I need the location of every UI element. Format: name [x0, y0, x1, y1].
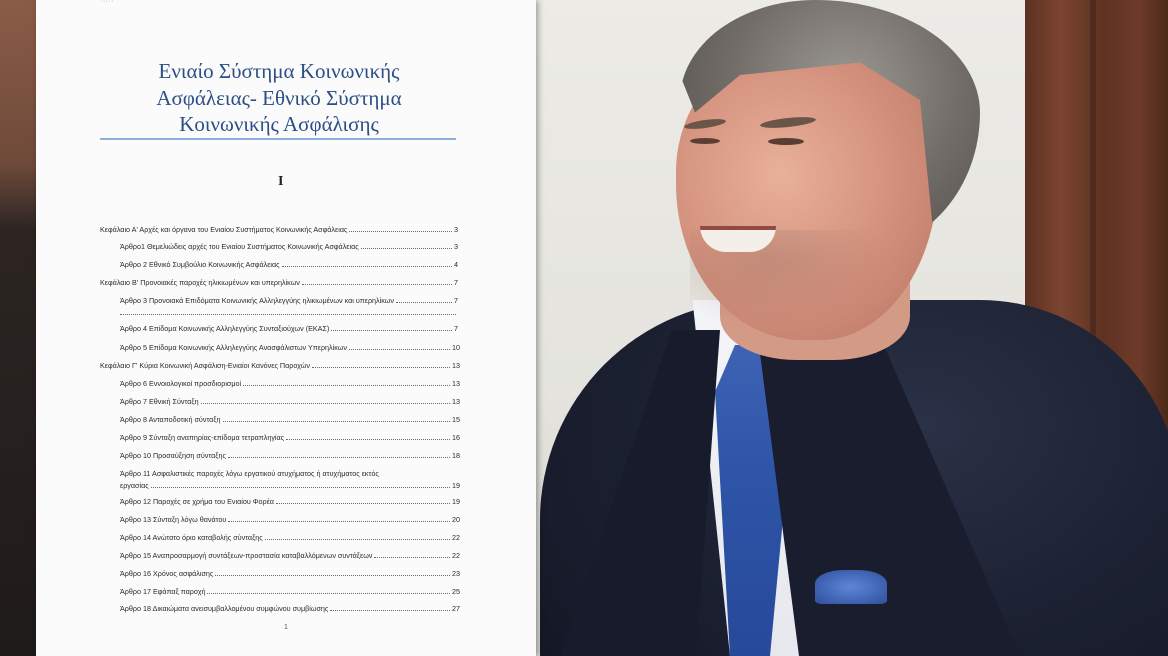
toc-entry-label: εργασίας [120, 481, 149, 490]
title-line: Κοινωνικής Ασφάλισης [179, 112, 379, 136]
document-page [36, 0, 536, 656]
toc-entry-label: Άρθρο 17 Εφάπαξ παροχή [120, 587, 206, 596]
toc-entry [120, 601, 460, 613]
toc-entry-label: Κεφάλαιο Γ' Κύρια Κοινωνική Ασφάλιση-Ενιαίοι Κανόνες Παροχών [100, 361, 310, 370]
eye-right [768, 138, 804, 145]
toc-entry-label: Άρθρο1 Θεμελιώδεις αρχές του Ενιαίου Συστήματος Κοινωνικής Ασφάλειας [120, 242, 359, 251]
toc-entry-label: Άρθρο 11 Ασφαλιστικές παροχές λόγω εργατικού ατυχήματος ή ατυχήματος εκτός [120, 469, 379, 478]
toc-entry-label: Άρθρο 2 Εθνικό Συμβούλιο Κοινωνικής Ασφάλειας [120, 260, 280, 269]
toc-entry [120, 494, 460, 506]
toc-entry [120, 340, 460, 352]
toc-entry-label: Άρθρο 7 Εθνική Σύνταξη [120, 397, 199, 406]
title-line: Ενιαίο Σύστημα Κοινωνικής [158, 59, 400, 83]
toc-entry-label: Άρθρο 10 Προσαύξηση σύνταξης [120, 451, 226, 460]
toc-entry-label: Άρθρο 18 Δικαιώματα ανεισυμβαλλομένου συμφώνου συμβίωσης [120, 604, 329, 613]
toc-entry-page: 19 [452, 497, 460, 506]
toc-entry [120, 584, 460, 596]
toc-entry [120, 257, 458, 269]
toc-entry-page: 20 [452, 515, 460, 524]
toc-entry [120, 430, 460, 442]
toc-entry [120, 376, 460, 388]
toc-entry [120, 293, 458, 305]
toc-entry-page: 13 [452, 379, 460, 388]
pocket-square [815, 570, 887, 604]
toc-entry-page: 10 [452, 343, 460, 352]
toc-entry-label: Άρθρο 9 Σύνταξη αναπηρίας-επίδομα τετραπληγίας [120, 433, 285, 442]
toc-entry-label: Άρθρο 8 Ανταποδοτική σύνταξη [120, 415, 221, 424]
page-number: 1 [284, 624, 288, 631]
toc-entry-page: 13 [452, 397, 460, 406]
toc-entry-page: 27 [452, 604, 460, 613]
toc-entry-label: Άρθρο 3 Προνοιακά Επιδόματα Κοινωνικής Αλληλεγγύης ηλικιωμένων και υπερηλίκων [120, 296, 394, 305]
toc-entry-label: Άρθρο 15 Αναπροσαρμογή συντάξεων-προστασία καταβαλλόμενων συντάξεων [120, 551, 373, 560]
doc-header-mark: ····· [100, 0, 115, 5]
toc-entry [120, 321, 458, 333]
toc-entry-page: 16 [452, 433, 460, 442]
toc-entry [120, 478, 460, 490]
toc-entry-page: 22 [452, 533, 460, 542]
toc-entry-label: Κεφάλαιο Α' Αρχές και όργανα του Ενιαίου Συστήματος Κοινωνικής Ασφάλειας [100, 225, 348, 234]
eye-left [690, 138, 720, 144]
toc-entry-page: 3 [454, 242, 458, 251]
toc-entry [120, 394, 460, 406]
toc-entry-page: 25 [452, 587, 460, 596]
toc-entry-page: 7 [454, 324, 458, 333]
toc-entry-page: 7 [454, 296, 458, 305]
toc-entry [120, 448, 460, 460]
toc-entry-label: Άρθρο 4 Επίδομα Κοινωνικής Αλληλεγγύης Συνταξιούχων (ΕΚΑΣ) [120, 324, 330, 333]
toc-entry-label: Άρθρο 14 Ανώτατο όριο καταβολής σύνταξης [120, 533, 263, 542]
toc-entry [100, 222, 458, 234]
toc-entry-page: 19 [452, 481, 460, 490]
toc-entry-label: Άρθρο 16 Χρόνος ασφάλισης [120, 569, 214, 578]
section-mark: I [278, 174, 284, 189]
toc-entry [120, 530, 460, 542]
toc-entry-label: Κεφάλαιο Β' Προνοιακές παροχές ηλικιωμένων και υπερηλίκων [100, 278, 300, 287]
toc-entry-label: Άρθρο 12 Παροχές σε χρήμα του Ενιαίου Φορέα [120, 497, 274, 506]
toc-entry-page: 13 [452, 361, 460, 370]
toc-entry [100, 275, 458, 287]
title-line: Ασφάλειας- Εθνικό Σύστημα [156, 85, 402, 110]
toc-entry-page: 7 [454, 278, 458, 287]
toc-entry [120, 512, 460, 524]
toc-entry-label: Άρθρο 13 Σύνταξη λόγω θανάτου [120, 515, 227, 524]
toc-entry-label: Άρθρο 6 Εννοιολογικοί προσδιορισμοί [120, 379, 242, 388]
toc-entry-page: 4 [454, 260, 458, 269]
toc-entry [120, 239, 458, 251]
toc-entry-page: 18 [452, 451, 460, 460]
toc-entry [120, 412, 460, 424]
table-of-contents [36, 0, 536, 656]
toc-entry-page: 3 [454, 225, 458, 234]
toc-entry-page: 15 [452, 415, 460, 424]
toc-entry [120, 466, 460, 478]
toc-entry [120, 566, 460, 578]
toc-entry-page: 23 [452, 569, 460, 578]
toc-entry-page: 22 [452, 551, 460, 560]
toc-entry [120, 548, 460, 560]
toc-entry-label: Άρθρο 5 Επίδομα Κοινωνικής Αλληλεγγύης Ανασφάλιστων Υπερηλίκων [120, 343, 347, 352]
toc-entry [100, 358, 460, 370]
